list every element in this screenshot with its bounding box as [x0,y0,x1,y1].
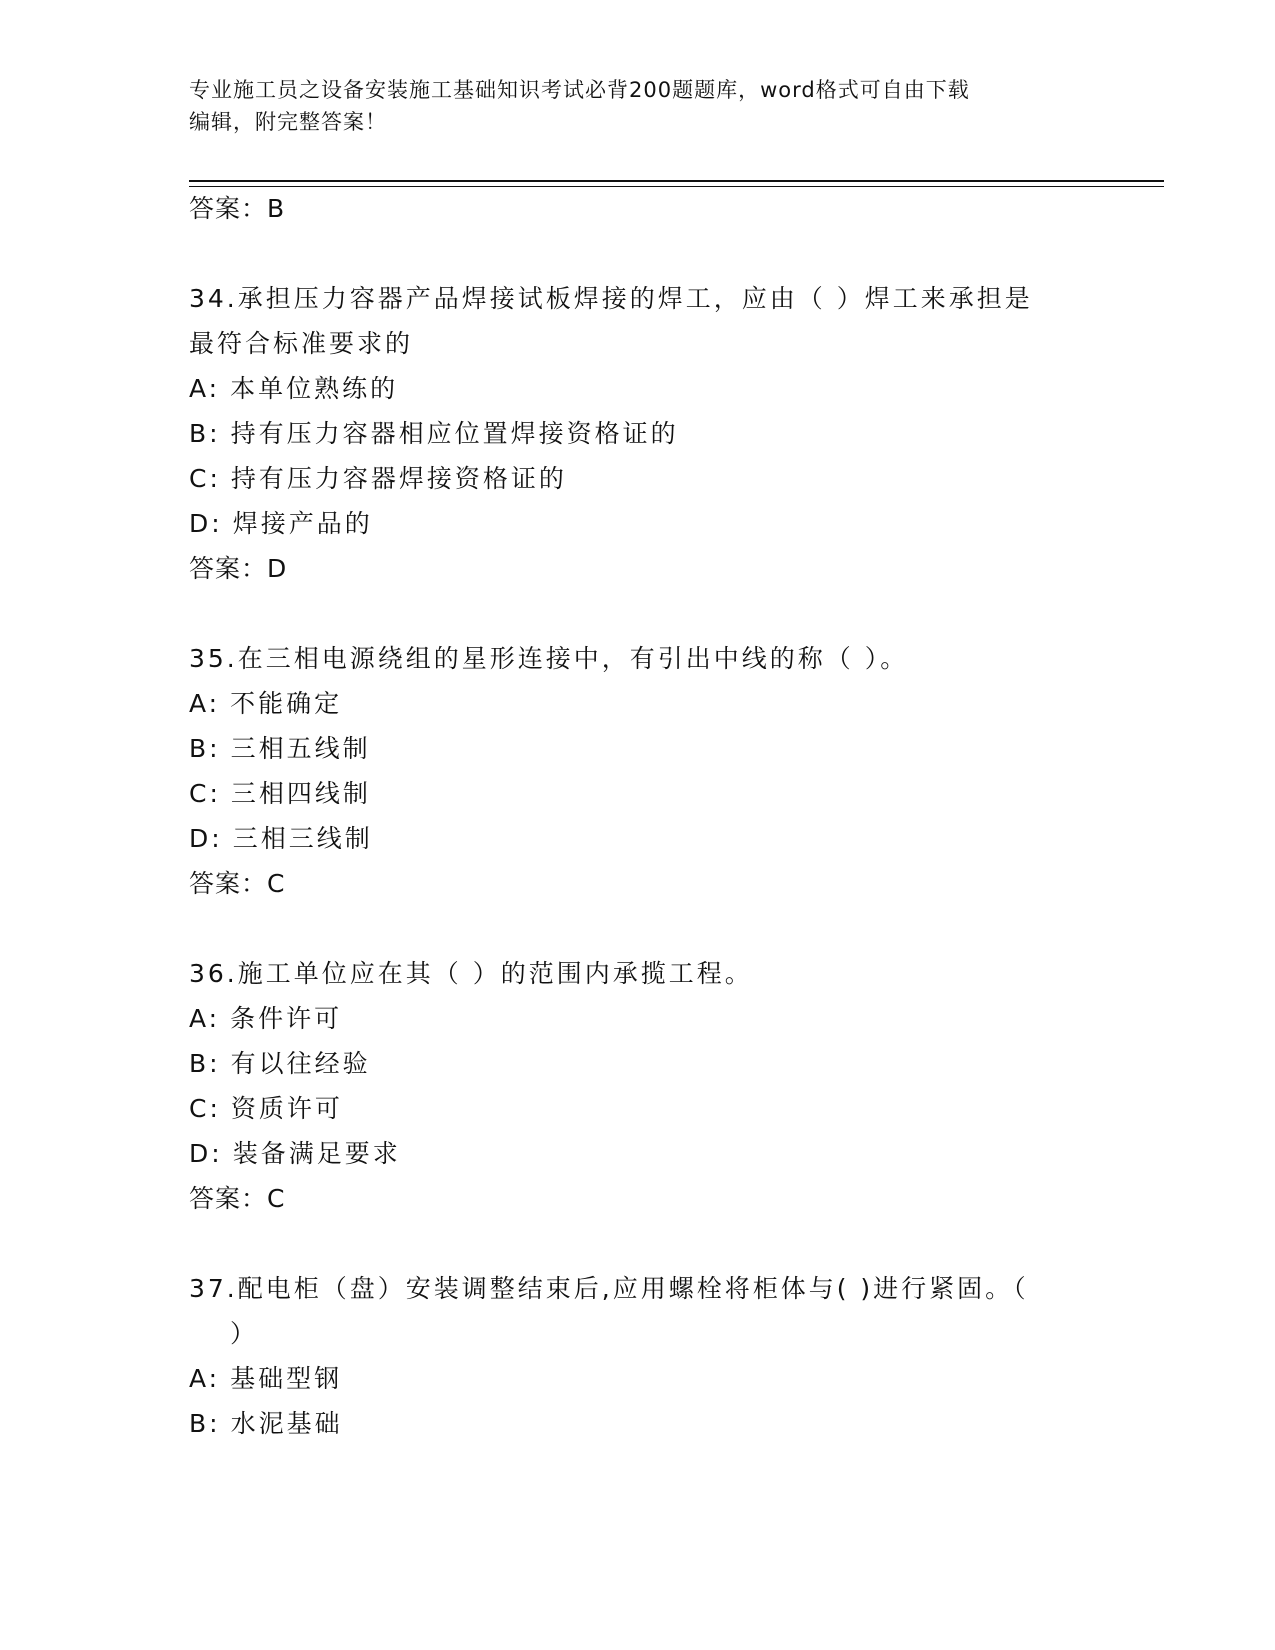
option-d [189,1137,401,1171]
option-key: A: [189,1364,221,1393]
question-stem-continued: 最符合标准要求的 [189,329,414,358]
question-stem: 36.施工单位应在其（ ）的范围内承揽工程。 [189,959,753,988]
header-title-line2: 编辑，附完整答案！ [189,110,387,134]
option-a [189,687,342,721]
option-text: 三相三线制 [232,824,373,853]
option-key: A: [189,374,221,403]
option-b [189,1407,343,1441]
option-c [189,777,371,811]
option-text: 资质许可 [230,1094,343,1123]
option-key: D: [189,824,223,853]
option-key: C: [189,1094,221,1123]
option-key: A: [189,1004,221,1033]
option-text: 三相四线制 [230,779,371,808]
option-c [189,462,567,496]
option-text: 基础型钢 [230,1364,343,1393]
question-stem: 37.配电柜（盘）安装调整结束后,应用螺栓将柜体与( )进行紧固。（ [189,1274,1029,1303]
option-a [189,1002,342,1036]
option-b [189,417,679,451]
option-key: B: [189,1049,221,1078]
option-text: 水泥基础 [230,1409,343,1438]
answer-line: 答案：C [189,869,286,898]
option-d [189,507,373,541]
question-stem: 34.承担压力容器产品焊接试板焊接的焊工，应由（ ）焊工来承担是 [189,284,1033,313]
question-stem: 35.在三相电源绕组的星形连接中，有引出中线的称（ ）。 [189,644,909,673]
answer-line: 答案：D [189,554,288,583]
option-text: 本单位熟练的 [230,374,399,403]
option-b [189,1047,371,1081]
option-text: 焊接产品的 [232,509,373,538]
option-text: 装备满足要求 [232,1139,401,1168]
option-text: 不能确定 [230,689,343,718]
header-divider-thin [189,186,1164,187]
option-key: A: [189,689,221,718]
option-text: 有以往经验 [230,1049,371,1078]
option-c [189,1092,343,1126]
header-divider-thick [189,180,1164,182]
option-text: 条件许可 [230,1004,343,1033]
option-text: 持有压力容器焊接资格证的 [230,464,567,493]
option-key: D: [189,509,223,538]
option-a [189,1362,342,1396]
option-key: B: [189,1409,221,1438]
option-a [189,372,398,406]
header-title-line1: 专业施工员之设备安装施工基础知识考试必背200题题库，word格式可自由下载 [189,78,970,102]
option-key: B: [189,734,221,763]
option-text: 持有压力容器相应位置焊接资格证的 [230,419,679,448]
option-key: D: [189,1139,223,1168]
option-key: C: [189,779,221,808]
answer-line: 答案：C [189,1184,286,1213]
option-key: C: [189,464,221,493]
option-key: B: [189,419,221,448]
option-text: 三相五线制 [230,734,371,763]
answer-line: 答案：B [189,194,286,223]
document-header [189,74,1089,138]
option-b [189,732,371,766]
question-stem-continued: ） [230,1319,259,1348]
option-d [189,822,373,856]
